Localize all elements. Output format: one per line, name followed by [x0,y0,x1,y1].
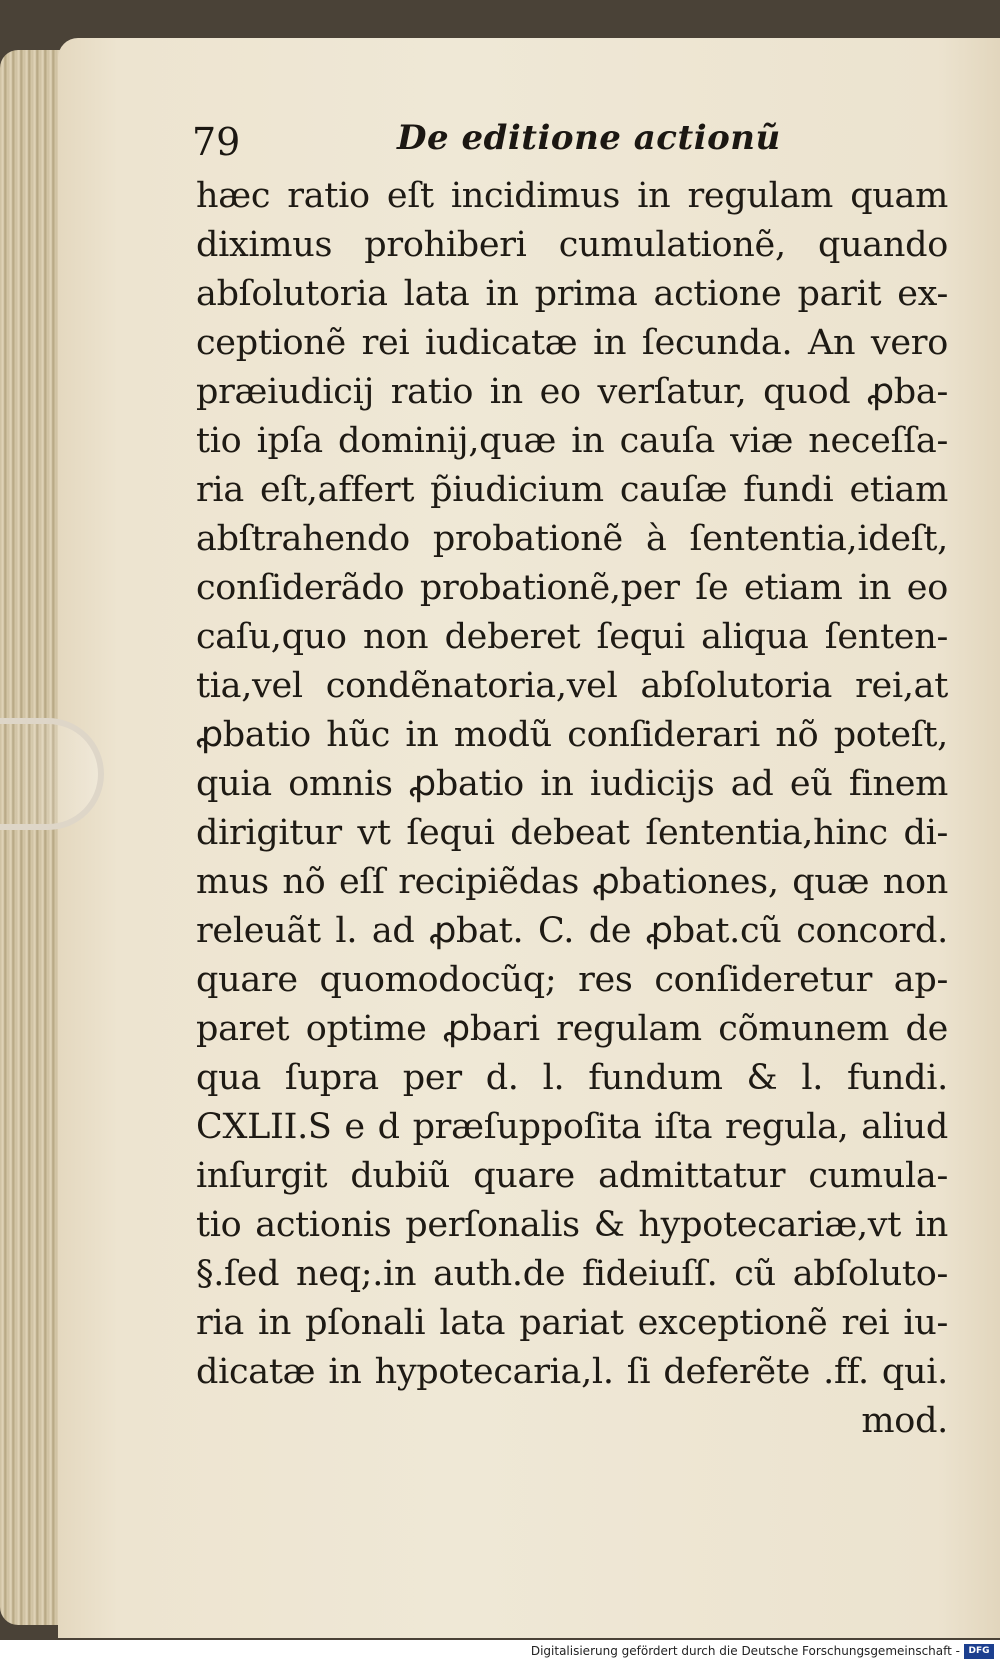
footer-credit: Digitalisierung gefördert durch die Deutsche Forschungsgemeinschaft - [530,1644,960,1658]
digitization-footer [0,1640,1000,1665]
text-line: ria eſt,affert p̃iudicium cauſæ fundi etiam [196,470,948,510]
text-line: diximus prohiberi cumulationẽ, quando [196,225,948,265]
text-line: qua ſupra per d. l. fundum & l. fundi. [196,1058,948,1098]
body-text [196,172,948,1446]
text-line: ꝓbatio hũc in modũ conſiderari nõ poteſt, [196,715,948,755]
text-line: præiudicij ratio in eo verſatur, quod ꝓba- [196,372,948,412]
text-line: caſu,quo non deberet ſequi aliqua ſenten- [196,617,948,657]
text-line: dicatæ in hypotecaria,l. ſi deferẽte .ff. qui. [196,1352,948,1392]
text-line: dirigitur vt ſequi debeat ſententia,hinc di- [196,813,948,853]
text-line: quare quomodocũq; res conſideretur ap- [196,960,948,1000]
running-title: De editione actionũ [397,118,781,158]
text-line: §.ſed neq;.in auth.de fideiuſſ. cũ abſoluto- [196,1254,948,1294]
text-line: abſtrahendo probationẽ à ſententia,ideſt, [196,519,948,559]
text-line: tia,vel condẽnatoria,vel abſolutoria rei,at [196,666,948,706]
text-line: ria in pſonali lata pariat exceptionẽ rei iu- [196,1303,948,1343]
page-number: 79 [192,120,241,164]
text-line: ceptionẽ rei iudicatæ in ſecunda. An vero [196,323,948,363]
text-line: hæc ratio eſt incidimus in regulam quam [196,176,948,216]
text-line: tio ipſa dominij,quæ in cauſa viæ neceſſa- [196,421,948,461]
catchword: mod. [861,1401,948,1441]
dfg-logo: DFG [964,1644,994,1659]
text-line: mus nõ eſſ recipiẽdas ꝓbationes, quæ non [196,862,948,902]
section-marker-line: CXLII.S e d præſuppoſita iſta regula, aliud [196,1107,948,1147]
page-header [192,112,952,172]
text-line: inſurgit dubiũ quare admittatur cumula- [196,1156,948,1196]
text-line: paret optime ꝓbari regulam cõmunem de [196,1009,948,1049]
text-line: abſolutoria lata in prima actione parit ex- [196,274,948,314]
text-line: tio actionis perſonalis & hypotecariæ,vt in [196,1205,948,1245]
text-line: conſiderãdo probationẽ,per ſe etiam in eo [196,568,948,608]
text-line: quia omnis ꝓbatio in iudicijs ad eũ finem [196,764,948,804]
text-line: releuãt l. ad ꝓbat. C. de ꝓbat.cũ concord. [196,911,948,951]
